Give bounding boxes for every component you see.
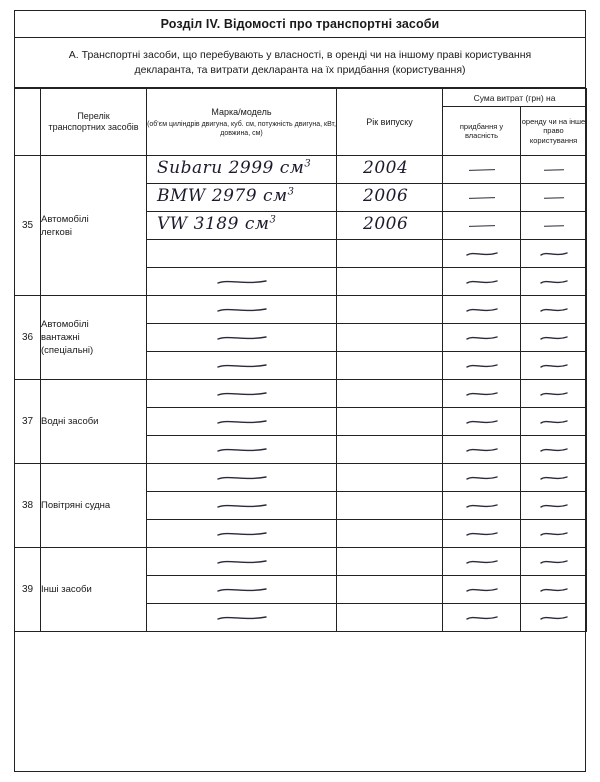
- header-sum-purchase: [443, 107, 521, 156]
- table-row: [15, 548, 587, 576]
- header-sum-rent-line1: оренду чи: [521, 116, 557, 126]
- row-label-38: [41, 464, 147, 548]
- section-subtitle: [14, 38, 586, 88]
- cell-year[interactable]: [337, 156, 443, 184]
- handwritten-mark: [539, 334, 569, 342]
- handwritten-mark: [539, 558, 569, 566]
- cell-rent-sum[interactable]: [521, 212, 587, 240]
- cell-mark-model[interactable]: [147, 408, 337, 436]
- handwritten-mark: [216, 474, 268, 482]
- cell-year[interactable]: [337, 324, 443, 352]
- row-number-39: 39: [15, 548, 41, 632]
- section-title: Розділ IV. Відомості про транспортні засоби: [14, 10, 586, 38]
- handwritten-mark: [216, 558, 268, 566]
- row-label-line: Інші засоби: [41, 584, 92, 595]
- header-sum-rent-line3: користування: [529, 135, 578, 145]
- handwritten-mark-value: Subaru 2999 $см^3$: [157, 158, 312, 178]
- cell-rent-sum[interactable]: [521, 296, 587, 324]
- handwritten-mark: [465, 278, 499, 286]
- handwritten-mark: [216, 390, 268, 398]
- cell-rent-sum[interactable]: [521, 380, 587, 408]
- cell-year[interactable]: [337, 268, 443, 296]
- handwritten-dash: [544, 197, 564, 198]
- handwritten-mark: [539, 362, 569, 370]
- cell-rent-sum[interactable]: [521, 492, 587, 520]
- handwritten-mark: [216, 614, 268, 622]
- handwritten-mark: [465, 362, 499, 370]
- row-number-37: 37: [15, 380, 41, 464]
- cell-year[interactable]: [337, 352, 443, 380]
- header-year: [337, 89, 443, 156]
- cell-year[interactable]: [337, 240, 443, 268]
- handwritten-dash: [544, 169, 564, 170]
- cell-purchase-sum[interactable]: [443, 464, 521, 492]
- cell-purchase-sum[interactable]: [443, 212, 521, 240]
- handwritten-mark: [216, 362, 268, 370]
- row-label-39: [41, 548, 147, 632]
- cell-mark-model[interactable]: [147, 184, 337, 212]
- handwritten-mark: [216, 586, 268, 594]
- handwritten-year-value: 2006: [363, 186, 409, 206]
- header-vehicle-type-line2: транспортних засобів: [48, 122, 139, 132]
- header-row-1: [15, 89, 587, 107]
- row-label-line: легкові: [41, 226, 72, 238]
- handwritten-mark: [216, 418, 268, 426]
- handwritten-mark: [539, 586, 569, 594]
- cell-year[interactable]: [337, 492, 443, 520]
- row-number-36: 36: [15, 296, 41, 380]
- cell-year[interactable]: [337, 380, 443, 408]
- cell-mark-model[interactable]: [147, 268, 337, 296]
- cell-rent-sum[interactable]: [521, 436, 587, 464]
- cell-purchase-sum[interactable]: [443, 156, 521, 184]
- handwritten-mark: [539, 446, 569, 454]
- cell-purchase-sum[interactable]: [443, 184, 521, 212]
- header-mark-model: [147, 89, 337, 156]
- handwritten-mark: [539, 278, 569, 286]
- handwritten-mark: [465, 390, 499, 398]
- row-label-35: [41, 156, 147, 296]
- handwritten-mark: [465, 558, 499, 566]
- cell-year[interactable]: [337, 520, 443, 548]
- cell-rent-sum[interactable]: [521, 352, 587, 380]
- cell-year[interactable]: [337, 548, 443, 576]
- cell-purchase-sum[interactable]: [443, 548, 521, 576]
- cell-year[interactable]: [337, 464, 443, 492]
- cell-year[interactable]: [337, 576, 443, 604]
- handwritten-dash: [544, 225, 564, 226]
- cell-mark-model[interactable]: [147, 156, 337, 184]
- row-label-37: [41, 380, 147, 464]
- cell-rent-sum[interactable]: [521, 240, 587, 268]
- cell-purchase-sum[interactable]: [443, 408, 521, 436]
- table-row: [15, 296, 587, 324]
- row-label-line: Повітряні судна: [41, 500, 111, 511]
- cell-purchase-sum[interactable]: [443, 492, 521, 520]
- handwritten-mark: [465, 306, 499, 314]
- cell-mark-model[interactable]: [147, 352, 337, 380]
- header-mark-subtitle: (об'єм циліндрів двигуна, куб. см, потужність двигуна, кВт, довжина, см): [147, 120, 336, 137]
- handwritten-year-value: 2006: [363, 214, 409, 234]
- cell-purchase-sum[interactable]: [443, 240, 521, 268]
- handwritten-mark: [216, 446, 268, 454]
- row-label-line: Автомобілі: [41, 213, 89, 225]
- handwritten-mark: [216, 306, 268, 314]
- header-mark-title: Марка/модель: [211, 106, 272, 117]
- cell-mark-model[interactable]: [147, 380, 337, 408]
- handwritten-mark: [465, 502, 499, 510]
- table-body: [15, 156, 587, 632]
- cell-year[interactable]: [337, 184, 443, 212]
- handwritten-mark: [216, 278, 268, 286]
- handwritten-mark: [539, 390, 569, 398]
- cell-purchase-sum[interactable]: [443, 324, 521, 352]
- cell-rent-sum[interactable]: [521, 464, 587, 492]
- cell-mark-model[interactable]: [147, 212, 337, 240]
- row-label-line: Автомобілі: [41, 319, 89, 330]
- table-row: [15, 464, 587, 492]
- cell-mark-model[interactable]: [147, 548, 337, 576]
- handwritten-mark: [465, 474, 499, 482]
- header-year-label: Рік випуску: [366, 116, 413, 127]
- handwritten-mark: [539, 614, 569, 622]
- handwritten-mark: [465, 586, 499, 594]
- cell-mark-model[interactable]: [147, 576, 337, 604]
- cell-rent-sum[interactable]: [521, 548, 587, 576]
- cell-year[interactable]: [337, 436, 443, 464]
- cell-rent-sum[interactable]: [521, 576, 587, 604]
- handwritten-mark: [465, 530, 499, 538]
- cell-purchase-sum[interactable]: [443, 520, 521, 548]
- handwritten-mark: [216, 530, 268, 538]
- handwritten-mark: [539, 418, 569, 426]
- handwritten-mark: [539, 250, 569, 258]
- handwritten-dash: [469, 225, 495, 226]
- header-sum-purchase-line2: у власність: [464, 121, 504, 141]
- handwritten-mark: [216, 334, 268, 342]
- handwritten-mark: [539, 530, 569, 538]
- cell-year[interactable]: [337, 296, 443, 324]
- handwritten-mark-value: VW 3189 $см^3$: [157, 214, 277, 234]
- cell-mark-model[interactable]: [147, 240, 337, 268]
- subtitle-line-1: А. Транспортні засоби, що перебувають у власності, в оренді чи на іншому праві користування: [68, 48, 532, 61]
- row-number-35: 35: [15, 156, 41, 296]
- header-sum-rent: [521, 107, 587, 156]
- cell-purchase-sum[interactable]: [443, 380, 521, 408]
- handwritten-mark: [539, 502, 569, 510]
- cell-rent-sum[interactable]: [521, 184, 587, 212]
- cell-mark-model[interactable]: [147, 604, 337, 632]
- row-label-line: (спеціальні): [41, 345, 94, 356]
- table-row: [15, 156, 587, 184]
- cell-year[interactable]: [337, 408, 443, 436]
- row-label-line: вантажні: [41, 332, 80, 343]
- row-label-line: Водні засоби: [41, 416, 99, 427]
- header-sum-expenses: Сума витрат (грн) на: [443, 89, 587, 107]
- cell-purchase-sum[interactable]: [443, 268, 521, 296]
- cell-purchase-sum[interactable]: [443, 604, 521, 632]
- cell-year[interactable]: [337, 604, 443, 632]
- header-sum-rent-line2: на інше право: [543, 116, 586, 136]
- cell-rent-sum[interactable]: [521, 268, 587, 296]
- cell-mark-model[interactable]: [147, 492, 337, 520]
- table-head: [15, 89, 587, 156]
- cell-rent-sum[interactable]: [521, 324, 587, 352]
- header-vehicle-type-line1: Перелік: [77, 111, 110, 121]
- header-number: [15, 89, 41, 156]
- cell-rent-sum[interactable]: [521, 520, 587, 548]
- handwritten-mark: [465, 446, 499, 454]
- handwritten-mark: [465, 334, 499, 342]
- table-row: [15, 380, 587, 408]
- row-number-38: 38: [15, 464, 41, 548]
- cell-purchase-sum[interactable]: [443, 576, 521, 604]
- cell-mark-model[interactable]: [147, 464, 337, 492]
- cell-mark-model[interactable]: [147, 324, 337, 352]
- cell-rent-sum[interactable]: [521, 604, 587, 632]
- handwritten-mark: [216, 502, 268, 510]
- handwritten-year-value: 2004: [363, 158, 409, 178]
- cell-mark-model[interactable]: [147, 436, 337, 464]
- cell-mark-model[interactable]: [147, 296, 337, 324]
- vehicles-table: [14, 88, 587, 632]
- handwritten-mark: [465, 250, 499, 258]
- cell-purchase-sum[interactable]: [443, 352, 521, 380]
- cell-rent-sum[interactable]: [521, 408, 587, 436]
- handwritten-mark: [465, 614, 499, 622]
- cell-year[interactable]: [337, 212, 443, 240]
- handwritten-mark: [539, 306, 569, 314]
- cell-mark-model[interactable]: [147, 520, 337, 548]
- handwritten-dash: [469, 197, 495, 198]
- handwritten-mark: [465, 418, 499, 426]
- cell-purchase-sum[interactable]: [443, 296, 521, 324]
- header-vehicle-type: [41, 89, 147, 156]
- cell-purchase-sum[interactable]: [443, 436, 521, 464]
- handwritten-mark: [539, 474, 569, 482]
- cell-rent-sum[interactable]: [521, 156, 587, 184]
- row-label-36: [41, 296, 147, 380]
- handwritten-mark-value: BMW 2979 $см^3$: [157, 186, 295, 206]
- header-sum-purchase-line1: придбання: [459, 121, 498, 131]
- subtitle-line-2: декларанта, та витрати декларанта на їх придбання (користування): [134, 63, 466, 76]
- handwritten-dash: [469, 169, 495, 170]
